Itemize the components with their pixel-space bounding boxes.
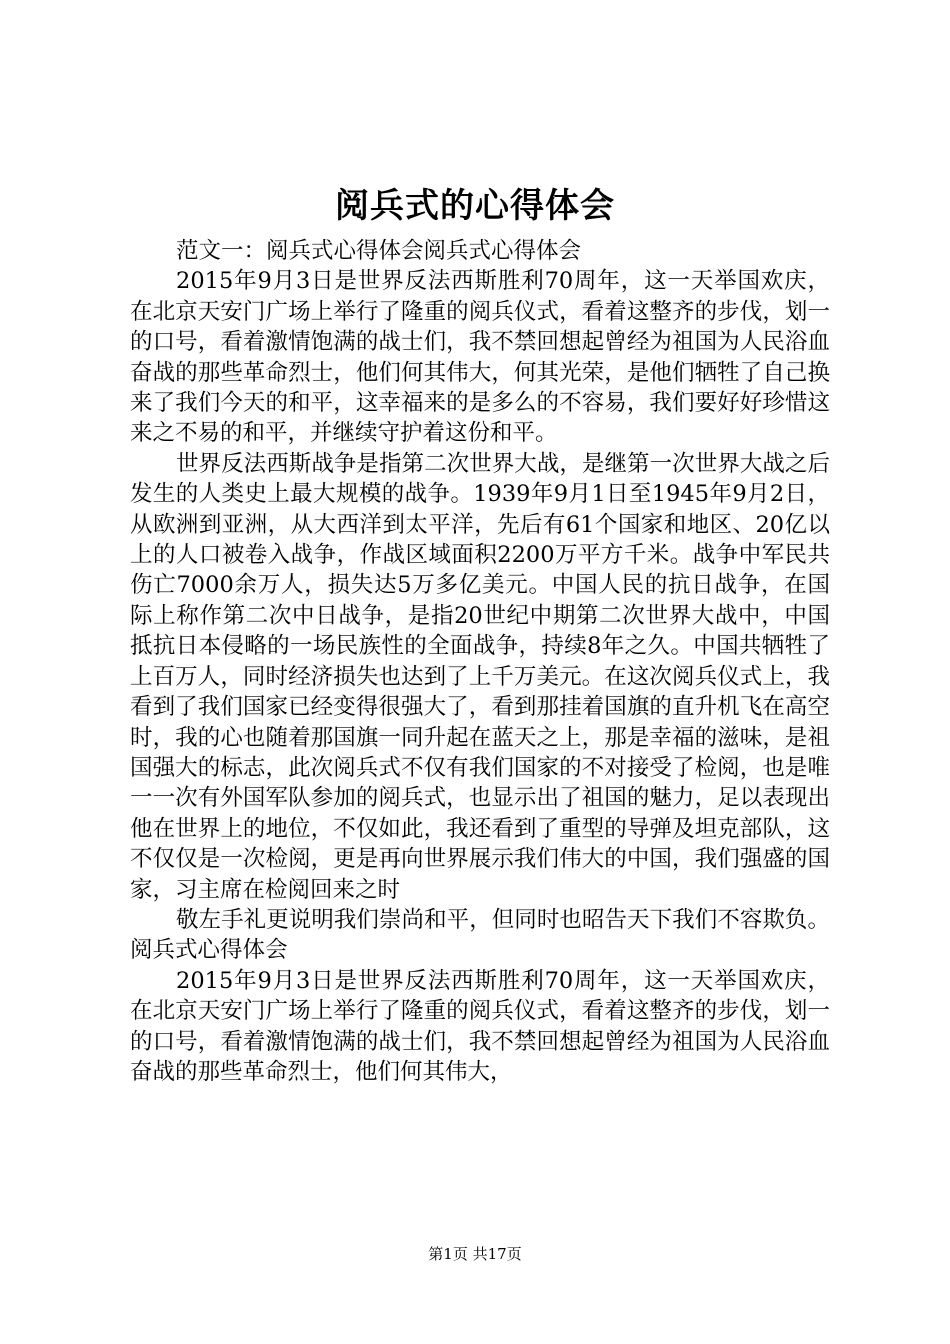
page-footer [0, 1244, 950, 1264]
document-body [130, 236, 830, 1087]
document-title: 阅兵式的心得体会 [335, 186, 615, 226]
paragraph-2: 2015年9月3日是世界反法西斯胜利70周年，这一天举国欢庆，在北京天安门广场上举行了隆重的阅兵仪式，看着这整齐的步伐，划一的口号，看着激情饱满的战士们，我不禁回想起曾经为祖国为人民浴血奋战的那些革命烈士，他们何其伟大，何其光荣，是他们牺牲了自己换来了我们今天的和平，这幸福来的是多么的不容易，我们要好好珍惜这来之不易的和平，并继续守护着这份和平。 [130, 268, 830, 447]
paragraph-4: 敬左手礼更说明我们崇尚和平，但同时也昭告天下我们不容欺负。阅兵式心得体会 [130, 906, 830, 964]
paragraph-1: 范文一：阅兵式心得体会阅兵式心得体会 [176, 238, 582, 264]
page-total: 共17页 [472, 1245, 522, 1263]
paragraph-5: 2015年9月3日是世界反法西斯胜利70周年，这一天举国欢庆，在北京天安门广场上举行了隆重的阅兵仪式，看着这整齐的步伐，划一的口号，看着激情饱满的战士们，我不禁回想起曾经为祖国为人民浴血奋战的那些革命烈士，他们何其伟大， [130, 967, 830, 1085]
page-number: 第1页 [428, 1245, 468, 1263]
paragraph-3: 世界反法西斯战争是指第二次世界大战，是继第一次世界大战之后发生的人类史上最大规模的战争。1939年9月1日至1945年9月2日，从欧洲到亚洲，从大西洋到太平洋，先后有61个国家和地区、20亿以上的人口被卷入战争，作战区域面积2200万平方千米。战争中军民共伤亡7000余万人，损失达5万多亿美元。中国人民的抗日战争，在国际上称作第二次中日战争，是指20世纪中期第二次世界大战中，中国抵抗日本侵略的一场民族性的全面战争，持续8年之久。中国共牺牲了上百万人，同时经济损失也达到了上千万美元。在这次阅兵仪式上，我看到了我们国家已经变得很强大了，看到那挂着国旗的直升机飞在高空时，我的心也随着那国旗一同升起在蓝天之上，那是幸福的滋味，是祖国强大的标志，此次阅兵式不仅有我们国家的不对接受了检阅，也是唯一一次有外国军队参加的阅兵式，也显示出了祖国的魅力，足以表现出他在世界上的地位，不仅如此，我还看到了重型的导弹及坦克部队，这不仅仅是一次检阅，更是再向世界展示我们伟大的中国，我们强盛的国家，习主席在检阅回来之时 [130, 450, 830, 903]
